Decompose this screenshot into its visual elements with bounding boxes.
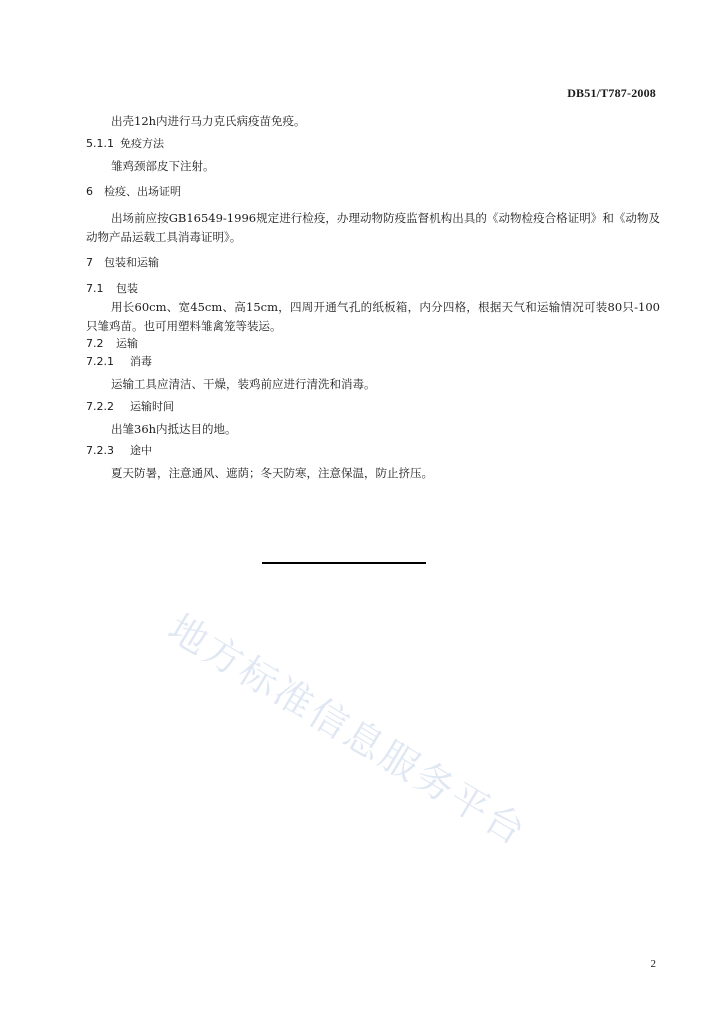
heading-number: 7 — [86, 256, 93, 269]
paragraph-continuation: 出壳12h内进行马力克氏病疫苗免疫。 — [111, 114, 306, 128]
paragraph-7-2-3: 夏天防暑，注意通风、遮荫；冬天防寒，注意保温，防止挤压。 — [111, 466, 433, 480]
heading-title: 免疫方法 — [120, 136, 164, 150]
heading-title: 途中 — [130, 444, 152, 457]
heading-number: 7.2.1 — [86, 355, 114, 368]
end-of-document-rule — [262, 562, 426, 564]
heading-number: 7.1 — [86, 282, 104, 295]
heading-title: 包装 — [116, 282, 138, 295]
heading-number: 7.2.2 — [86, 399, 114, 413]
heading-7-2-3 — [86, 442, 660, 460]
watermark: 地方标准信息服务平台 — [160, 605, 535, 855]
heading-title: 包装和运输 — [104, 256, 159, 269]
heading-number: 7.2 — [86, 337, 104, 350]
heading-number: 6 — [86, 185, 93, 198]
heading-title: 运输 — [116, 337, 138, 350]
paragraph-7-1: 用长60cm、宽45cm、高15cm，四周开通气孔的纸板箱，内分四格，根据天气和运输情况可装80只-100只雏鸡苗。也可用塑料雏禽笼等装运。 — [86, 300, 660, 333]
heading-title: 检疫、出场证明 — [104, 185, 181, 198]
document-body — [86, 112, 660, 483]
heading-7-2 — [86, 335, 660, 353]
heading-6 — [86, 183, 660, 201]
heading-7 — [86, 254, 660, 272]
heading-5-1-1 — [86, 135, 660, 153]
paragraph-7-2-1: 运输工具应清洁、干燥，装鸡前应进行清洗和消毒。 — [111, 377, 376, 391]
heading-7-1 — [86, 280, 660, 298]
heading-7-2-2 — [86, 398, 660, 416]
heading-number: 7.2.3 — [86, 444, 114, 457]
header-code: DB51/T787-2008 — [567, 86, 656, 100]
paragraph-7-2-2: 出雏36h内抵达目的地。 — [111, 421, 237, 436]
paragraph-6: 出场前应按GB16549-1996规定进行检疫，办理动物防疫监督机构出具的《动物检疫合格证明》和《动物及动物产品运载工具消毒证明》。 — [86, 211, 660, 244]
heading-title: 消毒 — [130, 355, 152, 368]
heading-7-2-1 — [86, 353, 660, 371]
heading-number: 5.1.1 — [86, 136, 114, 150]
paragraph-5-1-1: 雏鸡颈部皮下注射。 — [111, 158, 215, 173]
page-number: 2 — [650, 958, 656, 970]
heading-title: 运输时间 — [130, 399, 174, 413]
